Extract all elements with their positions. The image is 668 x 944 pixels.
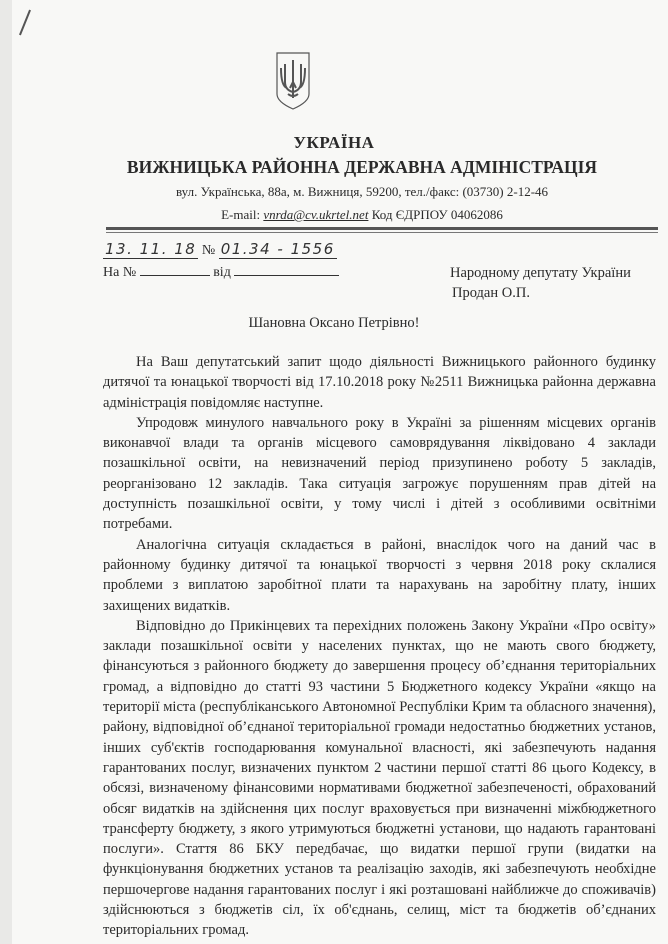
reference-line	[103, 263, 339, 281]
registration-number: 01.34 - 1556	[220, 240, 335, 258]
edrpou-code: Код ЄДРПОУ 04062086	[368, 207, 503, 222]
header-address: вул. Українська, 88а, м. Вижниця, 59200, тел./факс: (03730) 2-12-46	[175, 184, 549, 199]
header-organization: ВИЖНИЦЬКА РАЙОННА ДЕРЖАВНА АДМІНІСТРАЦІЯ	[126, 157, 598, 177]
email-link[interactable]: vnrda@cv.ukrtel.net	[263, 207, 369, 222]
trident-emblem-icon	[276, 52, 310, 110]
ref-from-label: від	[213, 265, 231, 280]
email-label: E-mail:	[221, 207, 264, 222]
letter-body	[103, 352, 656, 941]
ref-number-label: На №	[103, 265, 137, 280]
addressee-title: Народному депутату України	[450, 265, 631, 281]
header-divider-thin	[106, 232, 658, 233]
header-divider-thick	[106, 227, 658, 230]
handwritten-slash-mark	[19, 10, 31, 36]
header-contacts	[28, 207, 668, 223]
paragraph: Упродовж минулого навчального року в Україні за рішенням місцевих органів виконавчої влади та органів місцевого самоврядування ліквідовано 4 заклади позашкільної освіти, на невизначений період призупинено роботу 5 закладів, реорганізовано 12 закладів. Така ситуація загрожує порушенням прав дітей на доступність позашкільної освіти, у тому числі і дітей з особливими освітніми потребами.	[103, 414, 656, 533]
paragraph: Відповідно до Прикінцевих та перехідних положень Закону України «Про освіту» заклади позашкільної освіти у населених пунктах, що не мають свого бюджету, фінансуються з районного бюджету до завершення процесу об’єднання територіальних громад, а відповідно до статті 93 частини 5 Бюджетного кодексу України «якщо на території міста (республіканського Автономної Республіки Крим та обласного значення), району, відповідної об’єднаної територіальної громади недостатньо бюджетних установ, інших суб'єктів господарювання комунальної власності, які забезпечують надання гарантованих послуг, визначених пунктом 2 частини першої статті 86 цього Кодексу, в обсязі, визначеному фінансовими нормативами бюджетної забезпеченості, обрахований обсяг видатків на здійснення цих послуг враховується при визначенні міжбюджетного трансферту бюджету, з якого утримуються бюджетні установи, що надають гарантовані послуги». Стаття 86 БКУ передбачає, що видатки першої групи (видатки на функціонування бюджетних установ та реалізацію заходів, які забезпечують необхідне першочергове надання гарантованих послуг і які розташовані найближче до споживачів) здійснюються з бюджетів сіл, їх об'єднань, селищ, міст та бюджетів об’єднаних територіальних громад.	[103, 617, 656, 939]
paragraph: Аналогічна ситуація складається в районі, внаслідок чого на даний час в районному будинку дитячої та юнацької творчості з червня 2018 року склалися проблеми з виплатою заробітної плати та нарахувань на заробітну плату, інших захищених видатків.	[103, 536, 656, 614]
addressee-block	[450, 263, 631, 303]
paragraph: На Ваш депутатський запит щодо діяльності Вижницького районного будинку дитячої та юнацької творчості від 17.10.2018 року №2511 Вижницька районна державна адміністрація повідомляє наступне.	[103, 354, 656, 411]
ref-number-blank	[140, 263, 210, 276]
number-sign: №	[201, 243, 216, 258]
addressee-name: Продан О.П.	[452, 285, 530, 301]
registration-line	[103, 240, 337, 259]
ref-date-blank	[234, 263, 339, 276]
registration-date: 13. 11. 18	[105, 240, 197, 258]
header-country: УКРАЇНА	[293, 133, 375, 152]
salutation: Шановна Оксано Петрівно!	[248, 315, 420, 331]
